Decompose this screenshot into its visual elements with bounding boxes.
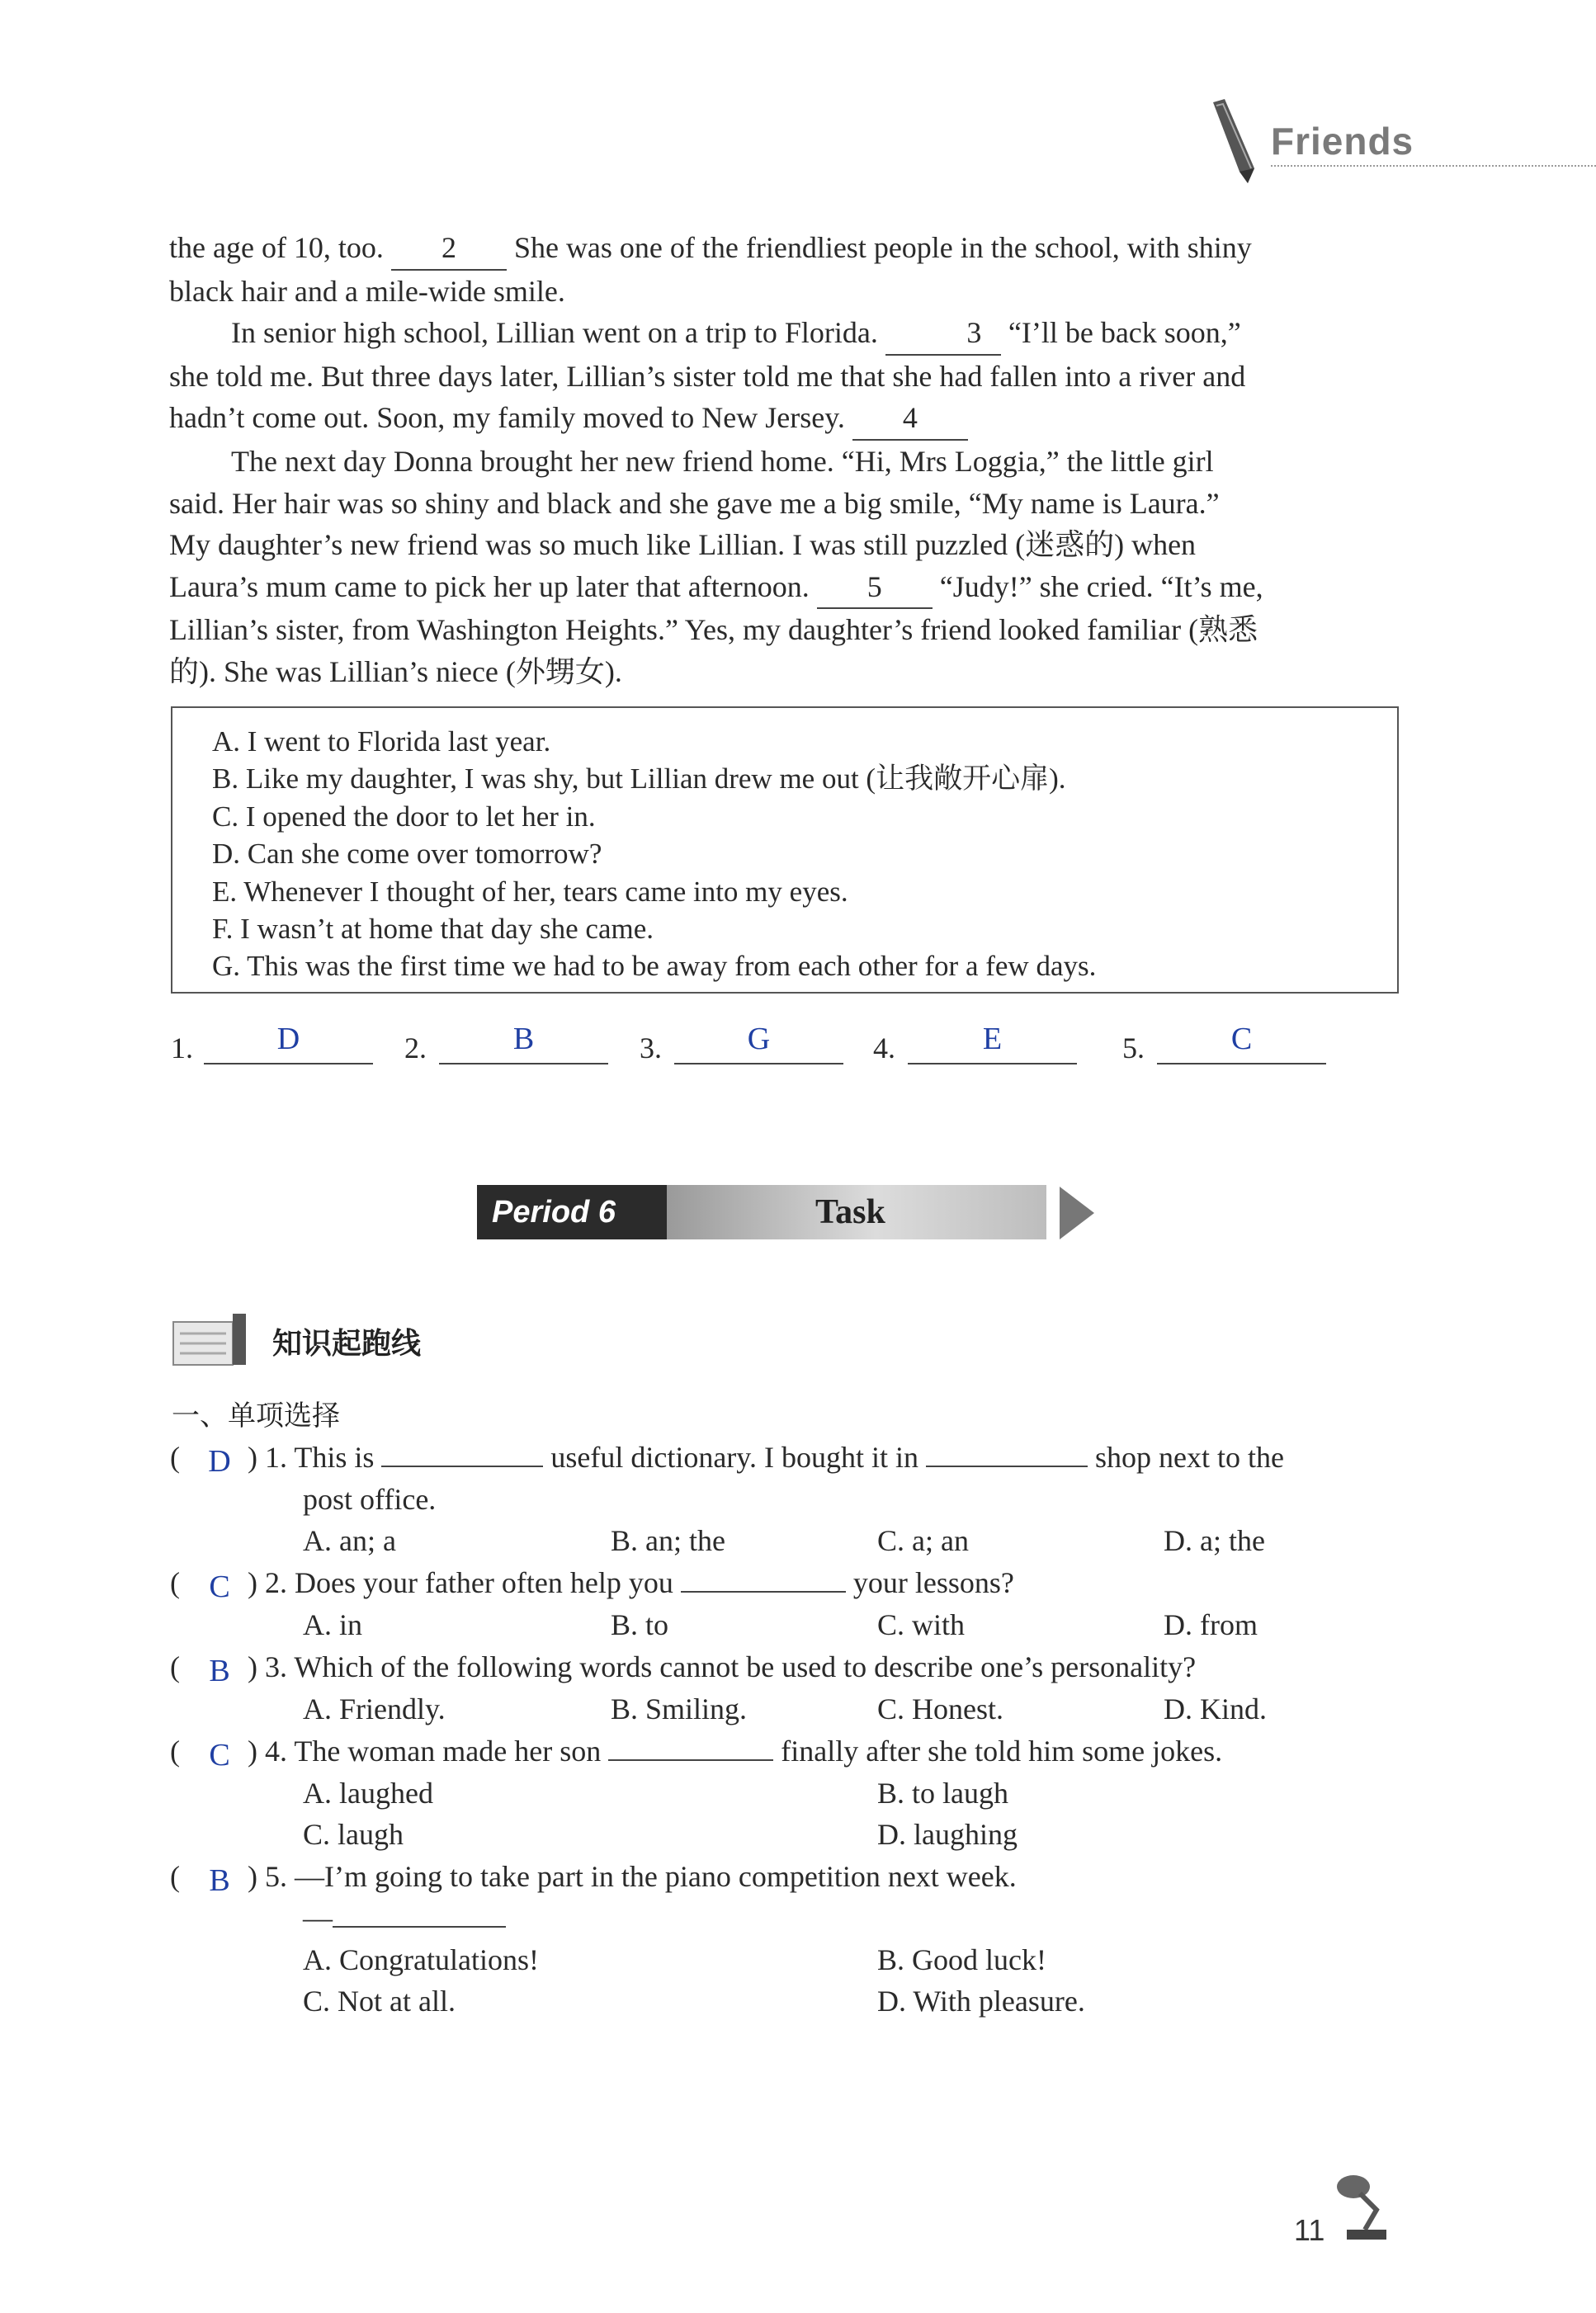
answer-value: C xyxy=(1230,1022,1253,1056)
passage-line: The next day Donna brought her new friend home. “Hi, Mrs Loggia,” the little girl xyxy=(231,444,1214,478)
question-answer: D xyxy=(208,1444,231,1479)
answer-line xyxy=(439,1063,608,1064)
options-box xyxy=(171,706,1399,994)
question-text: post office. xyxy=(303,1483,437,1516)
reading-passage xyxy=(169,227,1407,693)
choice: C. laugh xyxy=(303,1818,404,1851)
choice: B. to laugh xyxy=(877,1777,1008,1810)
pen-icon xyxy=(1206,97,1264,188)
option-item: B. Like my daughter, I was shy, but Lillian drew me out (让我敞开心扉). xyxy=(212,762,1066,795)
passage-line: black hair and a mile-wide smile. xyxy=(169,274,565,308)
answer-value: E xyxy=(982,1022,1003,1056)
choice: B. to xyxy=(611,1608,669,1641)
choice: D. laughing xyxy=(877,1818,1018,1851)
running-header xyxy=(1188,97,1596,188)
passage-line: Lillian’s sister, from Washington Heights.” Yes, my daughter’s friend looked familiar (熟悉 xyxy=(169,613,1258,647)
question-answer: C xyxy=(209,1738,230,1773)
header-divider xyxy=(1271,165,1596,167)
choice: B. Good luck! xyxy=(877,1943,1046,1976)
passage-line: My daughter’s new friend was so much like Lillian. I was still puzzled (迷惑的) when xyxy=(169,528,1197,562)
question-answer: B xyxy=(209,1863,230,1898)
period-name: Task xyxy=(815,1193,885,1231)
page: Friends the age of 10, too. 2 She was one of the friendliest people in the school, with shiny black hair and a mile-wide smile. In senior high school, Lillian went on a trip to Florida. 3 “I’ll be back soon,” she told me. But three days later, Lillian’s sister told me that she had fallen into a river and hadn’t come out. Soon, my family moved to New Jersey. 4 The next day Donna brought her new friend home. “Hi, Mrs Loggia,” the little girl said. Her hair was so shiny and black and she gave me a big smile, “My name is Laura.” My daughter’s new friend was so much like Lillian. I was still puzzled (迷惑的) when Laura’s mum came to pick her up later that afternoon. 5 “Judy!” she cried. “It’s me, Lillian’s sister, from Washington Heights.” Yes, my daughter’s friend looked familiar (熟悉 的). She was Lillian’s niece (外甥女). A. I went to Florida last year. B. Like my daughter, I was shy, but Lillian drew me out (让我敞开心扉). C. I opened the door to let her in. D. Can she come over tomorrow? E. Whenever I thought of her, tears came into my eyes. F. I wasn’t at home that day she came. G. This was the first time we had to be away from each other for a few days. 1. D 2. B 3. G 4. E 5. C Period 6 Task 知识起跑线 一、单项选择 ( D ) 1. This is useful dictionary. I bought it in shop next to the post office. A. an; a B. an; the C. a; an D. a; the ( C ) 2. Does your father often help you your lessons? A. in B. to C. with D. from ( B ) 3. Which of the following words cannot be used to describe one’s personality? A. Friendly. B. Smiling. C. Honest. D. Kind. ( C ) 4. The woman made her son finally after she told him some jokes. A. laughed B. to laugh C. laugh D. laughing ( B ) 5. —I’m going to take part in the piano competition next week. — A. Congratulations! B. Good luck! C. Not at all. D. With pleasure. 11 xyxy=(0,0,1596,2313)
blank-line xyxy=(681,1591,846,1593)
option-item: A. I went to Florida last year. xyxy=(212,725,551,758)
subsection-title: 一、单项选择 xyxy=(172,1400,340,1433)
period-label: Period 6 xyxy=(477,1185,667,1239)
choice: D. from xyxy=(1164,1608,1258,1641)
blank-line xyxy=(608,1759,773,1761)
question-answer: C xyxy=(209,1570,230,1604)
passage-line: In senior high school, Lillian went on a trip to Florida. 3 “I’ll be back soon,” xyxy=(169,312,1407,356)
choice: C. with xyxy=(877,1608,966,1641)
answer-value: B xyxy=(512,1022,535,1056)
choice: D. a; the xyxy=(1164,1524,1265,1557)
period-banner xyxy=(477,1185,1096,1244)
choice: D. Kind. xyxy=(1164,1692,1267,1725)
answer-line xyxy=(674,1063,843,1064)
choice: A. an; a xyxy=(303,1524,396,1557)
passage-line: she told me. But three days later, Lillian’s sister told me that she had fallen into a river and xyxy=(169,359,1246,393)
answer-line xyxy=(204,1063,373,1064)
answer-line xyxy=(1157,1063,1326,1064)
passage-line: 的). She was Lillian’s niece (外甥女). xyxy=(169,654,622,688)
answer-value: G xyxy=(747,1022,771,1056)
question-text: — xyxy=(303,1900,506,1935)
choice: A. in xyxy=(303,1608,362,1641)
option-item: F. I wasn’t at home that day she came. xyxy=(212,913,654,946)
chapter-title: Friends xyxy=(1271,120,1414,163)
page-number: 11 xyxy=(1294,2213,1325,2247)
choice: C. Honest. xyxy=(877,1692,1003,1725)
blank-3: 3 xyxy=(885,312,1001,356)
section-title: 知识起跑线 xyxy=(272,1327,422,1361)
option-item: C. I opened the door to let her in. xyxy=(212,800,596,833)
lamp-icon xyxy=(1329,2169,1395,2243)
choice: B. Smiling. xyxy=(611,1692,748,1725)
passage-line: said. Her hair was so shiny and black and she gave me a big smile, “My name is Laura.” xyxy=(169,486,1220,520)
choice: C. Not at all. xyxy=(303,1985,456,2018)
passage-line: hadn’t come out. Soon, my family moved to New Jersey. 4 xyxy=(169,397,1407,441)
choice: A. Friendly. xyxy=(303,1692,446,1725)
blank-line xyxy=(926,1466,1088,1467)
choice: A. laughed xyxy=(303,1777,433,1810)
choice: A. Congratulations! xyxy=(303,1943,539,1976)
option-item: E. Whenever I thought of her, tears came into my eyes. xyxy=(212,875,848,908)
blank-line xyxy=(381,1466,543,1467)
book-icon xyxy=(172,1310,249,1368)
question-answer: B xyxy=(209,1654,230,1688)
choice: C. a; an xyxy=(877,1524,969,1557)
blank-line xyxy=(333,1926,506,1928)
option-item: D. Can she come over tomorrow? xyxy=(212,838,602,871)
arrow-right-icon xyxy=(1060,1187,1094,1239)
choice: D. With pleasure. xyxy=(877,1985,1085,2018)
option-item: G. This was the first time we had to be away from each other for a few days. xyxy=(212,950,1097,983)
choice: B. an; the xyxy=(611,1524,725,1557)
passage-line: Laura’s mum came to pick her up later that afternoon. 5 “Judy!” she cried. “It’s me, xyxy=(169,566,1407,610)
blank-5: 5 xyxy=(817,566,933,610)
passage-line: the age of 10, too. 2 She was one of the friendliest people in the school, with shiny xyxy=(169,227,1407,271)
answer-value: D xyxy=(276,1022,300,1056)
answer-line xyxy=(908,1063,1077,1064)
blank-2: 2 xyxy=(391,227,507,271)
blank-4: 4 xyxy=(852,397,968,441)
